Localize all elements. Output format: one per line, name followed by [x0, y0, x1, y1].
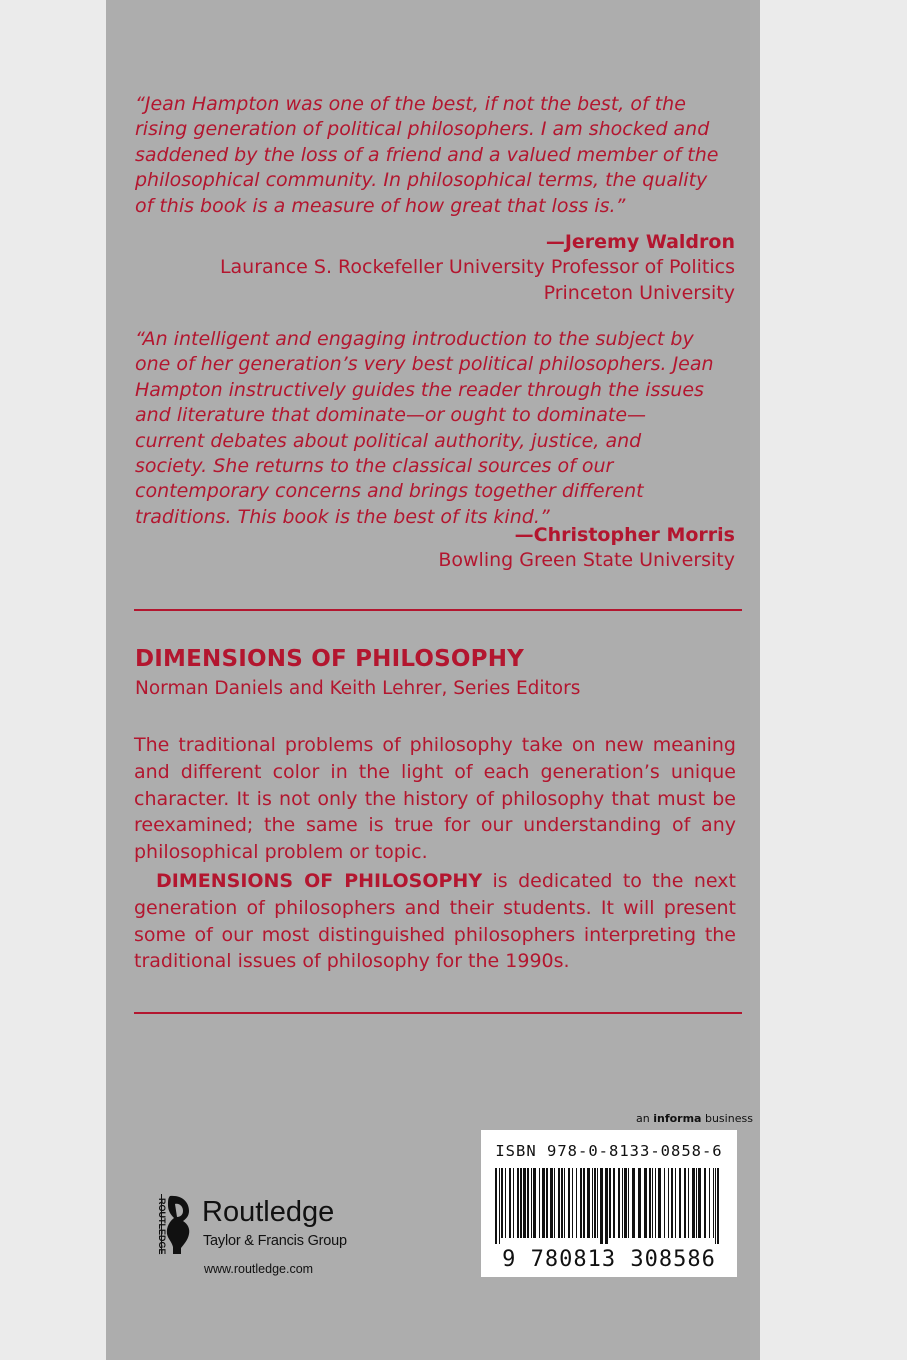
barcode-bar	[713, 1168, 714, 1238]
barcode-bar	[583, 1168, 585, 1238]
barcode-bar	[618, 1168, 620, 1238]
barcode-bar	[580, 1168, 582, 1238]
barcode-bar	[550, 1168, 553, 1238]
divider-top	[134, 609, 742, 611]
barcode-bar	[692, 1168, 695, 1238]
barcode-bar	[679, 1168, 681, 1238]
barcode-bar	[668, 1168, 669, 1238]
series-editors: Norman Daniels and Keith Lehrer, Series Editors	[135, 678, 581, 699]
barcode-box	[481, 1130, 737, 1277]
publisher-group: Taylor & Francis Group	[203, 1233, 347, 1249]
quote-waldron-text: “Jean Hampton was one of the best, if not the best, of the rising generation of political philosophers. I am shocked and saddened by the loss of a friend and a valued member of the philosophical community. In philosophical terms, the quality of this book is a measure of how great that loss is.”	[135, 93, 719, 217]
quote-waldron-author: —Jeremy Waldron	[545, 231, 735, 253]
barcode-bar	[597, 1168, 598, 1238]
barcode-bars	[493, 1168, 725, 1244]
barcode-bar	[605, 1168, 608, 1244]
barcode-bar	[517, 1168, 519, 1238]
quote-waldron-institution: Princeton University	[543, 281, 735, 304]
barcode-bar	[564, 1168, 565, 1238]
barcode-bar	[652, 1168, 653, 1238]
barcode-bar	[561, 1168, 563, 1238]
barcode-bar	[664, 1168, 665, 1238]
quote-waldron-title: Laurance S. Rockefeller University Professor of Politics	[219, 256, 735, 279]
barcode-bar	[572, 1168, 573, 1238]
publisher-name: Routledge	[202, 1196, 335, 1228]
barcode-bar	[501, 1168, 503, 1238]
barcode-bar	[658, 1168, 661, 1238]
barcode-bar	[533, 1168, 536, 1238]
barcode-bar	[628, 1168, 629, 1238]
informa-tagline: an informa business	[636, 1112, 753, 1125]
quote-morris-author: —Christopher Morris	[514, 524, 735, 546]
barcode-bar	[592, 1168, 593, 1238]
quote-morris-text: “An intelligent and engaging introduction to the subject by one of her generation’s very best political philosophers. Jean Hampton instructively guides the reader through the issues and literature that dominate—or ought to dominate— current debates about political authority, justice, and society. She returns to the classical sources of our contemporary concerns and brings together different traditions. This book is the best of its kind.”	[135, 328, 714, 528]
barcode-bar	[622, 1168, 623, 1238]
barcode-bar	[671, 1168, 673, 1238]
routledge-spine-text	[148, 1196, 167, 1255]
barcode-bar	[632, 1168, 635, 1238]
barcode-bar	[644, 1168, 647, 1238]
barcode-bar	[513, 1168, 514, 1238]
barcode-bar	[638, 1168, 641, 1238]
barcode-bar	[539, 1168, 540, 1238]
barcode-bar	[684, 1168, 686, 1238]
quote-waldron-attribution	[220, 230, 735, 306]
barcode-bar	[655, 1168, 656, 1238]
barcode-bar	[558, 1168, 560, 1238]
barcode-bar	[587, 1168, 590, 1238]
barcode-bar	[649, 1168, 651, 1238]
barcode-bar	[554, 1168, 555, 1238]
quote-morris-attribution	[438, 523, 735, 574]
barcode-bar	[609, 1168, 611, 1238]
barcode-bar	[715, 1168, 716, 1244]
barcode-bar	[624, 1168, 627, 1238]
barcode-bar	[568, 1168, 570, 1238]
barcode-bar	[527, 1168, 529, 1238]
quote-morris-institution: Bowling Green State University	[438, 549, 735, 572]
publisher-url: www.routledge.com	[204, 1262, 314, 1276]
barcode-bar	[542, 1168, 545, 1238]
series-title: DIMENSIONS OF PHILOSOPHY	[135, 646, 524, 672]
barcode-bar	[696, 1168, 697, 1238]
barcode-bar	[688, 1168, 689, 1238]
isbn-text: ISBN 978-0-8133-0858-6	[495, 1142, 723, 1160]
barcode-bar	[717, 1168, 719, 1244]
barcode-bar	[698, 1168, 701, 1238]
series-description-para2	[134, 868, 736, 975]
series-name-bold: DIMENSIONS OF PHILOSOPHY	[156, 870, 483, 892]
barcode-bar	[576, 1168, 577, 1238]
barcode-bar	[520, 1168, 522, 1238]
series-description-para1: The traditional problems of philosophy take on new meaning and different color in the light of each generation’s unique character. It is not only the history of philosophy that must be reexamined; the same is true for our understanding of any philosophical problem or topic.	[134, 734, 736, 864]
barcode-bar	[675, 1168, 676, 1238]
barcode-bar	[523, 1168, 526, 1238]
barcode-bar	[509, 1168, 511, 1238]
barcode-bar	[709, 1168, 710, 1238]
barcode-bar	[499, 1168, 500, 1244]
barcode-bar	[600, 1168, 603, 1244]
barcode-bar	[613, 1168, 615, 1238]
barcode-bar	[505, 1168, 506, 1238]
barcode-bar	[495, 1168, 497, 1244]
divider-bottom	[134, 1012, 742, 1014]
barcode-bar	[546, 1168, 548, 1238]
svg-text:ROUTLEDGE: ROUTLEDGE	[157, 1198, 167, 1255]
barcode-number: 9 780813 308586	[502, 1247, 716, 1272]
barcode-bar	[531, 1168, 532, 1238]
barcode-bar	[594, 1168, 596, 1238]
series-description-para2-text: is dedicated to the next generation of philosophers and their students. It will present some of our most distinguished philosophers interpreting the traditional issues of philosophy for the 1990s.	[134, 870, 736, 973]
barcode-bar	[704, 1168, 706, 1238]
